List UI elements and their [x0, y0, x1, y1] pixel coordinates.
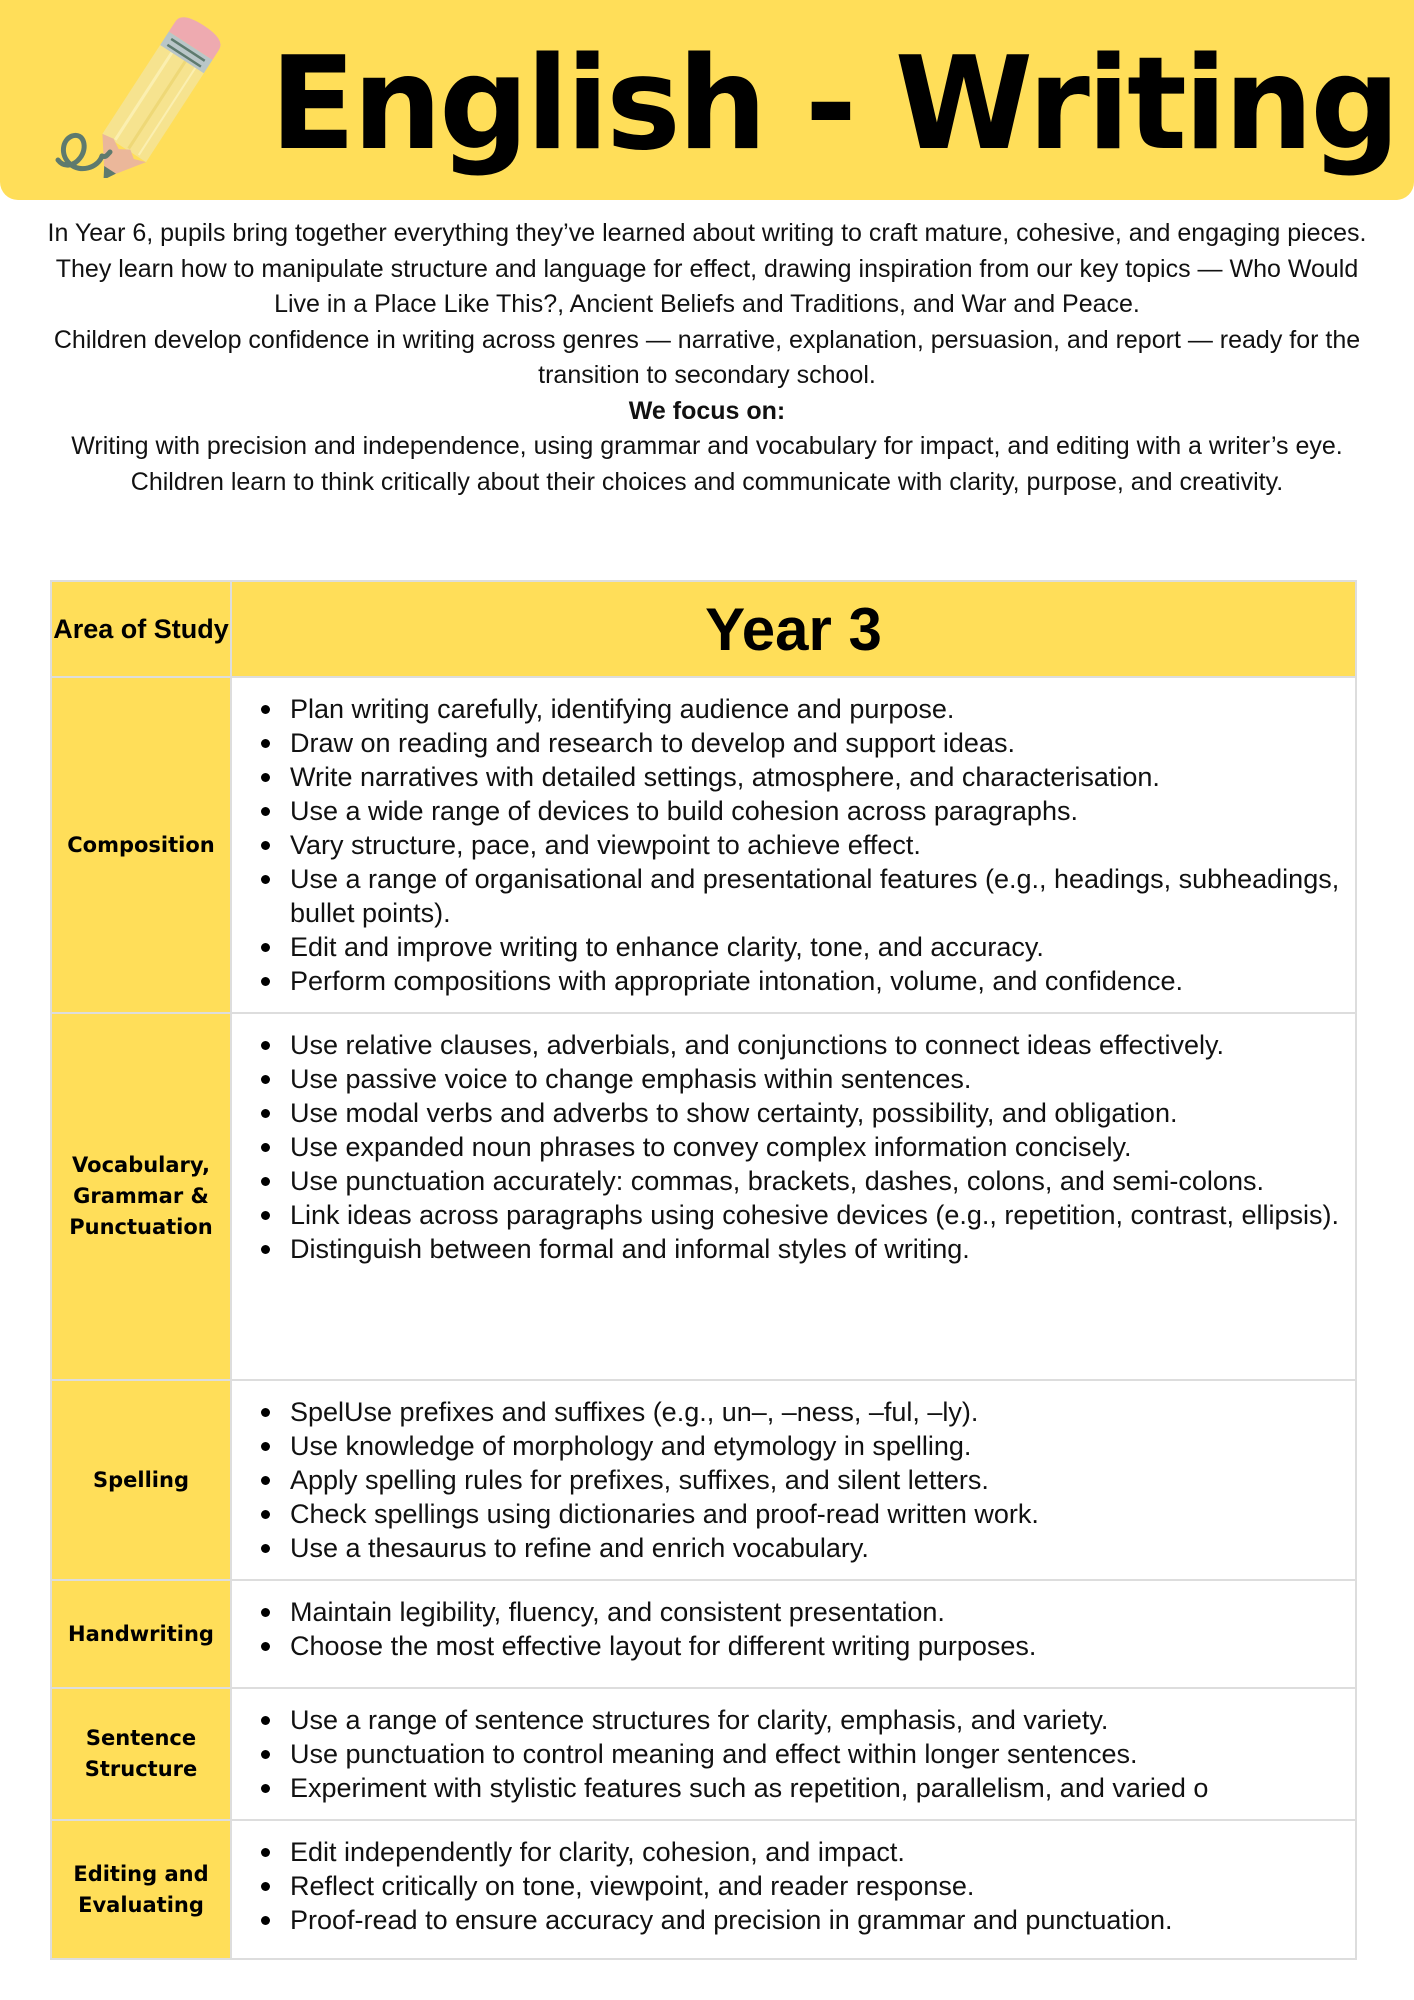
- curriculum-table: [50, 580, 1357, 1960]
- page-title: English - Writing: [270, 30, 1398, 179]
- table-row: [51, 677, 1356, 1013]
- content-editing-evaluating: [231, 1820, 1356, 1959]
- list-item: Use relative clauses, adverbials, and conjunctions to connect ideas effectively.: [254, 1028, 1345, 1062]
- focus-text: Writing with precision and independence, using grammar and vocabulary for impact, and editing with a writer’s eye. Children learn to think critically about their choices and communicate with clarity, purpose, and creativity.: [71, 432, 1343, 496]
- list-item: Use punctuation to control meaning and effect within longer sentences.: [254, 1737, 1345, 1771]
- list-item: Vary structure, pace, and viewpoint to achieve effect.: [254, 828, 1345, 862]
- list-item: Use modal verbs and adverbs to show certainty, possibility, and obligation.: [254, 1096, 1345, 1130]
- intro-section: [40, 216, 1374, 500]
- list-item: Choose the most effective layout for different writing purposes.: [254, 1629, 1345, 1663]
- list-item: Experiment with stylistic features such as repetition, parallelism, and varied o: [254, 1771, 1345, 1805]
- content-sentence-structure: [231, 1688, 1356, 1820]
- pencil-icon: [40, 8, 240, 178]
- list-item: Use expanded noun phrases to convey complex information concisely.: [254, 1130, 1345, 1164]
- content-handwriting: [231, 1580, 1356, 1688]
- bullet-list: [254, 1395, 1345, 1565]
- list-item: Link ideas across paragraphs using cohesive devices (e.g., repetition, contrast, ellipsis).: [254, 1198, 1345, 1232]
- header-banner: [0, 0, 1414, 200]
- area-label-composition: Composition: [51, 677, 231, 1013]
- area-label-sentence-structure: Sentence Structure: [51, 1688, 231, 1820]
- bullet-list: [254, 1595, 1345, 1663]
- list-item: Maintain legibility, fluency, and consistent presentation.: [254, 1595, 1345, 1629]
- list-item: Use knowledge of morphology and etymology in spelling.: [254, 1429, 1345, 1463]
- content-vocabulary-grammar-punctuation: [231, 1013, 1356, 1380]
- list-item: Edit and improve writing to enhance clarity, tone, and accuracy.: [254, 930, 1345, 964]
- table-header-row: [51, 581, 1356, 677]
- area-label-spelling: Spelling: [51, 1380, 231, 1580]
- bullet-list: [254, 692, 1345, 998]
- list-item: Use a thesaurus to refine and enrich vocabulary.: [254, 1531, 1345, 1565]
- content-composition: [231, 677, 1356, 1013]
- list-item: Edit independently for clarity, cohesion, and impact.: [254, 1835, 1345, 1869]
- table-row: [51, 1580, 1356, 1688]
- list-item: Use a range of sentence structures for clarity, emphasis, and variety.: [254, 1703, 1345, 1737]
- bullet-list: [254, 1028, 1345, 1266]
- list-item: Perform compositions with appropriate intonation, volume, and confidence.: [254, 964, 1345, 998]
- area-label-editing-evaluating: Editing and Evaluating: [51, 1820, 231, 1959]
- list-item: Write narratives with detailed settings, atmosphere, and characterisation.: [254, 760, 1345, 794]
- table-row: [51, 1013, 1356, 1380]
- list-item: Reflect critically on tone, viewpoint, and reader response.: [254, 1869, 1345, 1903]
- list-item: SpelUse prefixes and suffixes (e.g., un–, –ness, –ful, –ly).: [254, 1395, 1345, 1429]
- list-item: Distinguish between formal and informal styles of writing.: [254, 1232, 1345, 1266]
- focus-heading: We focus on:: [628, 396, 786, 425]
- list-item: Use passive voice to change emphasis within sentences.: [254, 1062, 1345, 1096]
- list-item: Use a wide range of devices to build cohesion across paragraphs.: [254, 794, 1345, 828]
- header-area-of-study: Area of Study: [51, 581, 231, 677]
- list-item: Check spellings using dictionaries and proof-read written work.: [254, 1497, 1345, 1531]
- table-row: [51, 1380, 1356, 1580]
- table-row: [51, 1688, 1356, 1820]
- area-label-vocabulary-grammar-punctuation: Vocabulary, Grammar & Punctuation: [51, 1013, 231, 1380]
- intro-paragraph-2: Children develop confidence in writing across genres — narrative, explanation, persuasion, and report — ready for the transition to secondary school.: [53, 325, 1361, 389]
- list-item: Proof-read to ensure accuracy and precision in grammar and punctuation.: [254, 1903, 1345, 1937]
- intro-paragraph-1: In Year 6, pupils bring together everything they’ve learned about writing to craft mature, cohesive, and engaging pieces. They learn how to manipulate structure and language for effect, drawing inspiration from our key topics — Who Would Live in a Place Like This?, Ancient Beliefs and Traditions, and War and Peace.: [47, 219, 1367, 318]
- area-label-handwriting: Handwriting: [51, 1580, 231, 1688]
- header-year: Year 3: [231, 581, 1356, 677]
- list-item: Use a range of organisational and presentational features (e.g., headings, subheadings, bullet points).: [254, 862, 1345, 930]
- list-item: Use punctuation accurately: commas, brackets, dashes, colons, and semi-colons.: [254, 1164, 1345, 1198]
- list-item: Plan writing carefully, identifying audience and purpose.: [254, 692, 1345, 726]
- table-row: [51, 1820, 1356, 1959]
- bullet-list: [254, 1835, 1345, 1937]
- list-item: Apply spelling rules for prefixes, suffixes, and silent letters.: [254, 1463, 1345, 1497]
- bullet-list: [254, 1703, 1345, 1805]
- list-item: Draw on reading and research to develop and support ideas.: [254, 726, 1345, 760]
- content-spelling: [231, 1380, 1356, 1580]
